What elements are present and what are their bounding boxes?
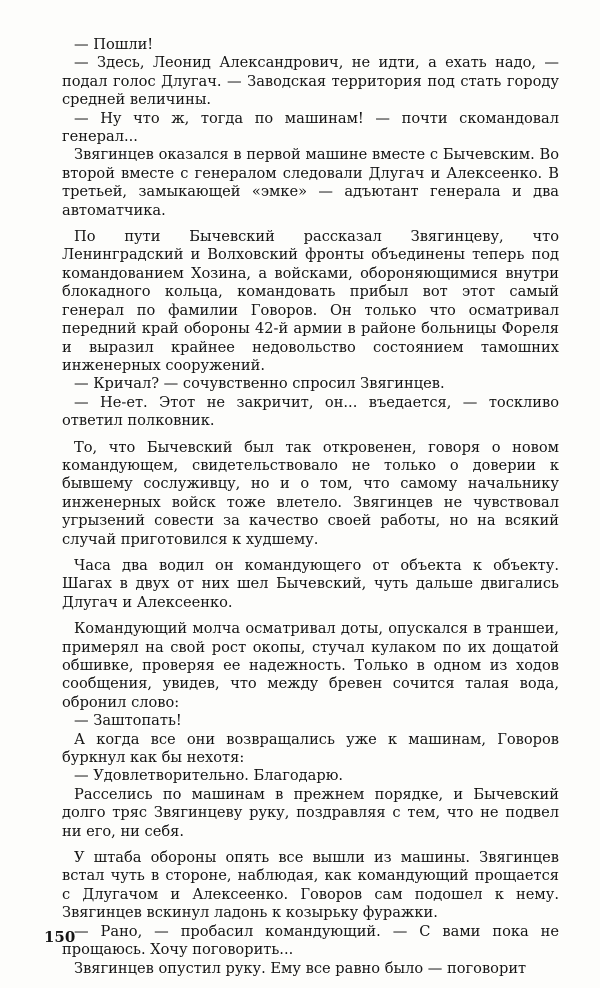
paragraph: — Не-ет. Этот не закричит, он... въедается, — тоскливо ответил полковник. (62, 393, 559, 430)
paragraph: — Кричал? — сочувственно спросил Звягинцев. (74, 375, 445, 393)
paragraph: А когда все они возвращались уже к машинам, Говоров буркнул как бы нехотя: (62, 730, 559, 767)
paragraph: — Рано, — пробасил командующий. — С вами пока не прощаюсь. Хочу поговорить... (62, 922, 559, 959)
paragraph: — Здесь, Леонид Александрович, не идти, а ехать надо, — подал голос Длугач. — Заводская территория под стать городу средней величины. (62, 54, 559, 109)
paragraph: Звягинцев опустил руку. Ему все равно было — поговорит (74, 959, 527, 977)
page-number: 150 (44, 928, 76, 946)
paragraph: — Заштопать! (74, 712, 182, 730)
paragraph: — Ну что ж, тогда по машинам! — почти скомандовал генерал... (62, 109, 559, 146)
paragraph: У штаба обороны опять все вышли из машины. Звягинцев встал чуть в стороне, наблюдая, как командующий прощается с Длугачом и Алексеенко. Говоров сам подошел к нему. Звягинцев вскинул ладонь к козырьку фуражки. (62, 849, 559, 922)
paragraph: По пути Бычевский рассказал Звягинцеву, что Ленинградский и Волховский фронты объединены теперь под командованием Хозина, а войсками, обороняющимися внутри блокадного кольца, командовать прибыл вот этот самый генерал по фамилии Говоров. Он только что осматривал передний край обороны 42-й армии в районе больницы Фореля и выразил крайнее недовольство состоянием тамошних инженерных сооружений. (62, 228, 559, 374)
paragraph: Командующий молча осматривал доты, опускался в траншеи, примерял на свой рост окопы, стучал кулаком по их дощатой обшивке, проверяя ее надежность. Только в одном из ходов сообщения, увидев, что между бревен сочится талая вода, обронил слово: (62, 620, 559, 711)
body-text (62, 36, 559, 978)
paragraph: То, что Бычевский был так откровенен, говоря о новом командующем, свидетельствовало не только о доверии к бывшему сослуживцу, но и о том, что самому начальнику инженерных войск тоже влетело. Звягинцев не чувствовал угрызений совести за качество своей работы, но на всякий случай приготовился к худшему. (62, 438, 559, 548)
paragraph: Часа два водил он командующего от объекта к объекту. Шагах в двух от них шел Бычевский, чуть дальше двигались Длугач и Алексеенко. (62, 556, 559, 611)
paragraph: Звягинцев оказался в первой машине вместе с Бычевским. Во второй вместе с генералом следовали Длугач и Алексеенко. В третьей, замыкающей «эмке» — адъютант генерала и два автоматчика. (62, 146, 559, 219)
paragraph: — Удовлетворительно. Благодарю. (74, 767, 344, 785)
paragraph: — Пошли! (74, 36, 154, 53)
paragraph: Расселись по машинам в прежнем порядке, и Бычевский долго тряс Звягинцеву руку, поздравляя с тем, что не подвел ни его, ни себя. (62, 785, 559, 840)
